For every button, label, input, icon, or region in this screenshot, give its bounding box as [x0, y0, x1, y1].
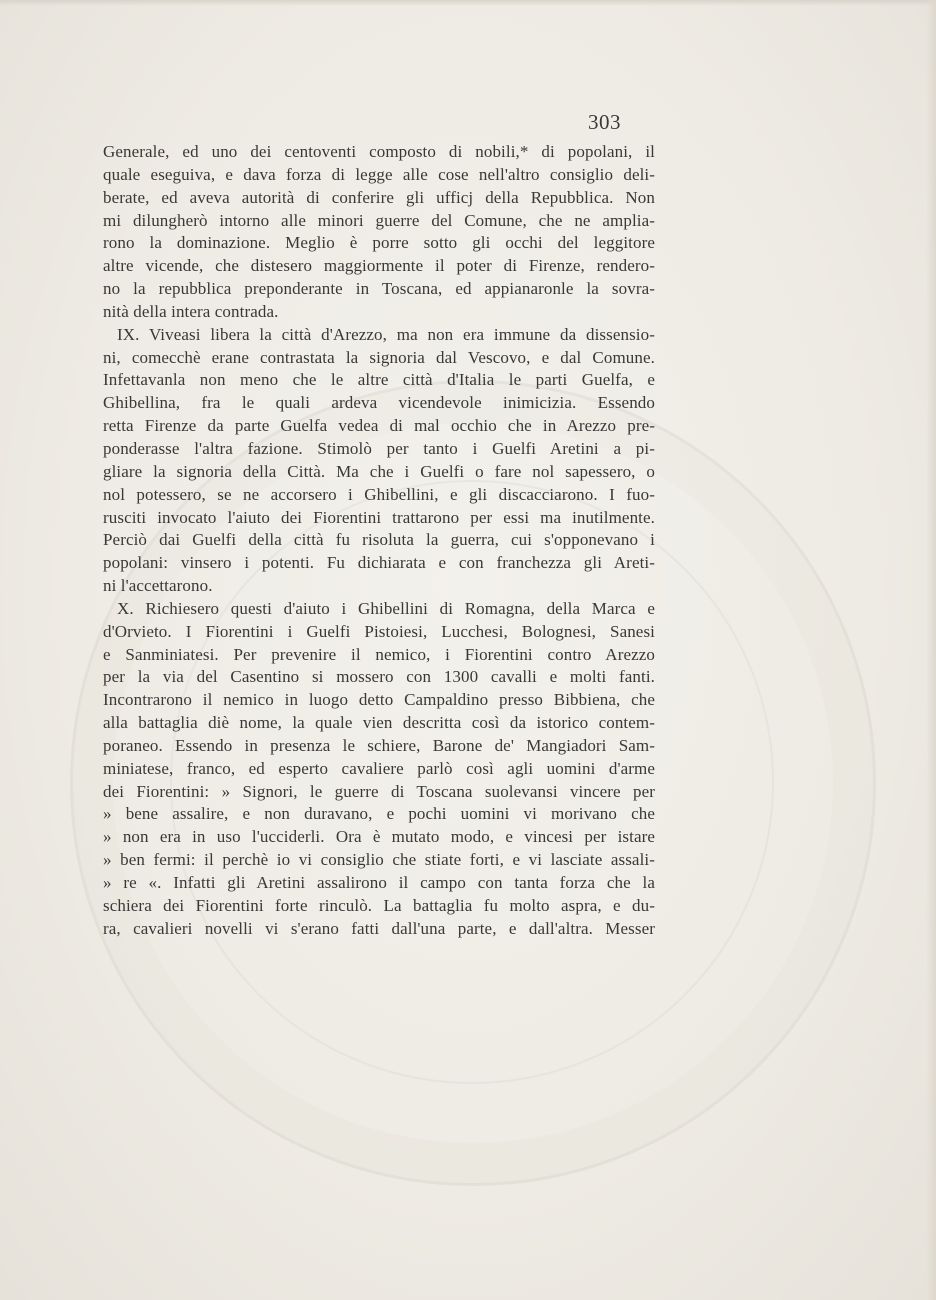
text-line: ponderasse l'altra fazione. Stimolò per tanto i Guelfi Aretini a pi- [103, 438, 655, 458]
text-line: quale eseguiva, e dava forza di legge alle cose nell'altro consiglio deli- [103, 164, 655, 184]
text-line: Ghibellina, fra le quali ardeva vicendevole inimicizia. Essendo [103, 393, 655, 413]
text-line: ni l'accettarono. [103, 576, 213, 596]
text-line: Infettavanla non meno che le altre città d'Italia le parti Guelfa, e [103, 370, 655, 390]
text-line: Perciò dai Guelfi della città fu risoluta la guerra, cui s'opponevano i [103, 530, 655, 550]
text-line: retta Firenze da parte Guelfa vedea di mal occhio che in Arezzo pre- [103, 416, 655, 436]
text-line: nità della intera contrada. [103, 301, 279, 321]
text-line: schiera dei Fiorentini forte rinculò. La battaglia fu molto aspra, e du- [103, 895, 655, 915]
text-line: d'Orvieto. I Fiorentini i Guelfi Pistoiesi, Lucchesi, Bolognesi, Sanesi [103, 621, 655, 641]
text-line: nol potessero, se ne accorsero i Ghibellini, e gli discacciarono. I fuo- [103, 484, 655, 504]
text-line: ni, comecchè erane contrastata la signoria dal Vescovo, e dal Comune. [103, 347, 655, 367]
page-top-edge [0, 0, 936, 6]
text-line: altre vicende, che distesero maggiormente il poter di Firenze, rendero- [103, 256, 655, 276]
text-line-paragraph-ix: IX. Viveasi libera la città d'Arezzo, ma non era immune da dissensio- [117, 324, 655, 344]
text-line: » bene assalire, e non duravano, e pochi uomini vi morivano che [103, 804, 655, 824]
text-line: rusciti invocato l'aiuto dei Fiorentini trattarono per essi ma inutilmente. [103, 507, 655, 527]
text-line: no la repubblica preponderante in Toscana, ed appianaronle la sovra- [103, 279, 655, 299]
text-line: » re «. Infatti gli Aretini assalirono il campo con tanta forza che la [103, 873, 655, 892]
text-line: » non era in uso l'ucciderli. Ora è mutato modo, e vincesi per istare [103, 827, 655, 847]
text-line: popolani: vinsero i potenti. Fu dichiarata e con franchezza gli Areti- [103, 553, 655, 573]
text-line: Generale, ed uno dei centoventi composto di nobili,* di popolani, il [103, 142, 655, 161]
text-line: Incontrarono il nemico in luogo detto Campaldino presso Bibbiena, che [103, 690, 655, 710]
text-line: e Sanminiatesi. Per prevenire il nemico, i Fiorentini contro Arezzo [103, 644, 655, 664]
body-text [103, 141, 655, 941]
text-line: ra, cavalieri novelli vi s'erano fatti dall'una parte, e dall'altra. Messer [103, 918, 655, 938]
text-line: rono la dominazione. Meglio è porre sotto gli occhi del leggitore [103, 233, 655, 253]
text-line: alla battaglia diè nome, la quale vien descritta così da istorico contem- [103, 713, 655, 733]
text-line: poraneo. Essendo in presenza le schiere, Barone de' Mangiadori Sam- [103, 735, 655, 755]
text-line: dei Fiorentini: » Signori, le guerre di Toscana suolevansi vincere per [103, 781, 655, 801]
text-line: per la via del Casentino si mossero con 1300 cavalli e molti fanti. [103, 667, 655, 687]
text-line-paragraph-x: X. Richiesero questi d'aiuto i Ghibellini di Romagna, della Marca e [117, 598, 655, 618]
text-line: berate, ed aveva autorità di conferire gli ufficj della Repubblica. Non [103, 187, 655, 207]
text-line: miniatese, franco, ed esperto cavaliere parlò così agli uomini d'arme [103, 758, 655, 778]
text-line: » ben fermi: il perchè io vi consiglio che stiate forti, e vi lasciate assali- [103, 850, 655, 870]
page-number: 303 [588, 110, 621, 134]
page-right-edge [926, 0, 936, 1300]
text-line: mi dilungherò intorno alle minori guerre del Comune, che ne amplia- [103, 210, 655, 230]
text-line: gliare la signoria della Città. Ma che i Guelfi o fare nol sapessero, o [103, 461, 655, 481]
